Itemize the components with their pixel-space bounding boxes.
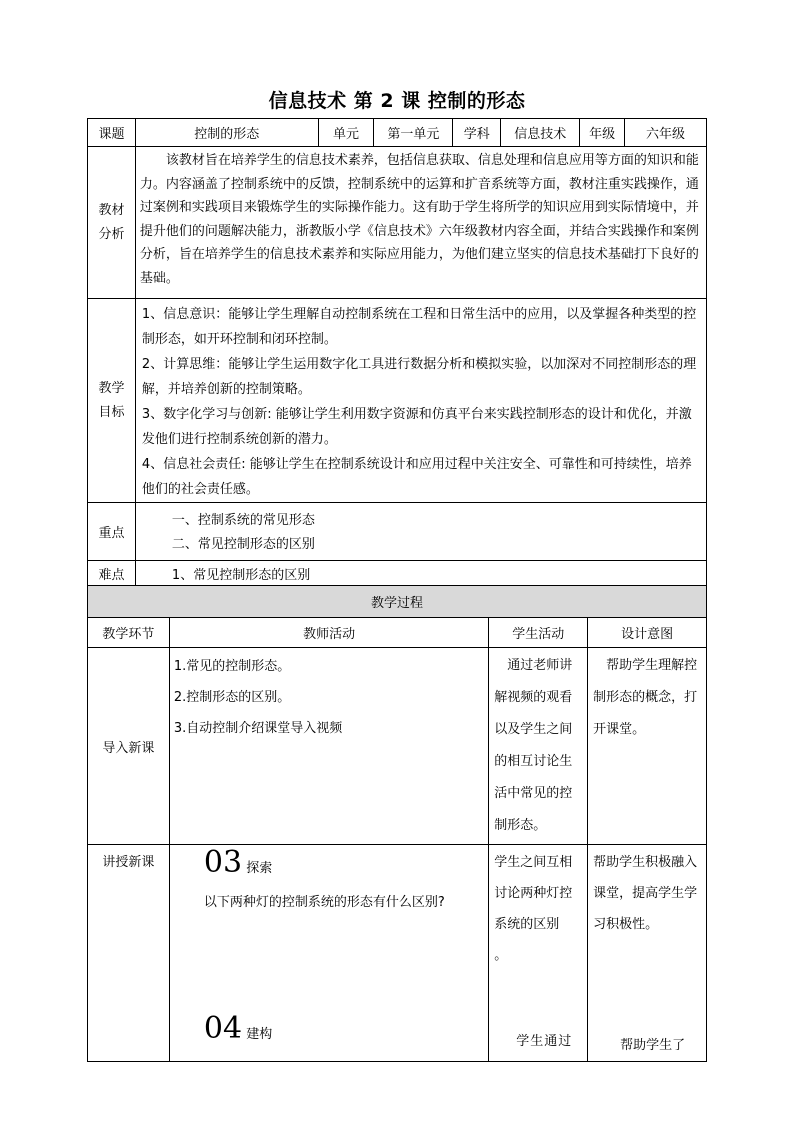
topic-label: 课题: [88, 119, 136, 147]
new-student-bottom: 学生通过: [516, 1034, 573, 1049]
construct-heading: [204, 1011, 272, 1046]
key-points-label: 重点: [88, 503, 136, 561]
subject-label: 学科: [453, 119, 501, 147]
topic-value: 控制的形态: [135, 119, 318, 147]
intro-teacher-cell: [169, 648, 488, 845]
goal-item: 4、信息社会责任: 能够让学生在控制系统设计和应用过程中关注安全、可靠性和可持续性，培养他们的社会责任感。: [141, 457, 692, 497]
analysis-label: [88, 147, 136, 299]
analysis-label-line1: 教材: [98, 202, 125, 218]
intro-student-text: 通过老师讲解视频的观看以及学生之间的相互讨论生活中常见的控制形态。: [494, 658, 573, 833]
subject-value: 信息技术: [501, 119, 580, 147]
section-title: 教学过程: [88, 586, 707, 618]
difficulty-text: 1、常见控制形态的区别: [135, 561, 706, 586]
new-intent-cell: [588, 845, 707, 1062]
new-lesson-row: [88, 845, 707, 1062]
teacher-item: 1.常见的控制形态。: [173, 659, 291, 674]
grade-value: 六年级: [625, 119, 707, 147]
difficulty-row: [88, 561, 707, 586]
construct-number: 04: [203, 1011, 243, 1046]
goals-row: [88, 299, 707, 503]
analysis-text: 该教材旨在培养学生的信息技术素养，包括信息获取、信息处理和信息应用等方面的知识和能力。内容涵盖了控制系统中的反馈，控制系统中的运算和扩音系统等方面，教材注重实践操作，通过案例和实践项目来锻炼学生的实际操作能力。这有助于学生将所学的知识应用到实际情境中，并提升他们的问题解决能力，浙教版小学《信息技术》六年级教材内容全面，并结合实践操作和案例分析，旨在培养学生的信息技术素养和实际应用能力，为他们建立坚实的信息技术基础打下良好的基础。: [139, 153, 699, 286]
intro-intent-cell: [588, 648, 707, 845]
goals-label-line1: 教学: [98, 380, 125, 396]
page-title: 信息技术 第 2 课 控制的形态: [268, 90, 526, 112]
new-teacher-cell: [169, 845, 488, 1062]
teaching-process-table: [87, 585, 707, 1062]
new-intent-bottom: 帮助学生了: [620, 1038, 686, 1053]
goal-item: 3、数字化学习与创新: 能够让学生利用数字资源和仿真平台来实践控制形态的设计和优化，并激发他们进行控制系统创新的潜力。: [141, 407, 692, 447]
new-intent-text: 帮助学生积极融入课堂，提高学生学习积极性。: [593, 855, 698, 932]
goals-label-line2: 目标: [98, 404, 125, 420]
intro-student-cell: [489, 648, 588, 845]
key-points-row: [88, 503, 707, 561]
new-student-dot: 。: [494, 948, 508, 963]
explore-question: 以下两种灯的控制系统的形态有什么区别?: [203, 895, 445, 910]
explore-word: 探索: [246, 861, 273, 876]
intro-intent-text: 帮助学生理解控制形态的概念，打开课堂。: [593, 658, 698, 737]
process-header-row: [88, 618, 707, 648]
header-intent: 设计意图: [588, 618, 707, 648]
teacher-item: 3.自动控制介绍课堂导入视频: [173, 721, 343, 736]
difficulty-label: 难点: [88, 561, 136, 586]
goal-item: 1、信息意识：能够让学生理解自动控制系统在工程和日常生活中的应用，以及掌握各种类型的控制形态，如开环控制和闭环控制。: [141, 307, 697, 347]
new-student-text: 学生之间互相讨论两种灯控系统的区别: [494, 855, 573, 932]
goal-item: 2、计算思维：能够让学生运用数字化工具进行数据分析和模拟实验，以加深对不同控制形态的理解，并培养创新的控制策略。: [141, 357, 697, 397]
intro-stage: 导入新课: [88, 648, 170, 845]
explore-heading: [204, 845, 272, 880]
new-student-cell: [489, 845, 588, 1062]
analysis-label-line2: 分析: [98, 226, 125, 242]
grade-label: 年级: [580, 119, 625, 147]
header-stage: 教学环节: [88, 618, 170, 648]
teacher-item: 2.控制形态的区别。: [173, 690, 291, 705]
goals-label: [88, 299, 136, 503]
header-row: [88, 119, 707, 147]
unit-label: 单元: [318, 119, 374, 147]
header-teacher: 教师活动: [169, 618, 488, 648]
explore-number: 03: [203, 845, 243, 880]
construct-word: 建构: [246, 1027, 273, 1042]
key-point-item: 一、控制系统的常见形态: [171, 512, 315, 528]
goals-cell: [135, 299, 706, 503]
section-row: [88, 586, 707, 618]
lesson-info-table: [87, 118, 707, 586]
unit-value: 第一单元: [374, 119, 453, 147]
key-point-item: 二、常见控制形态的区别: [171, 536, 315, 552]
new-stage: 讲授新课: [88, 845, 170, 1062]
analysis-row: [88, 147, 707, 299]
key-points-cell: [135, 503, 706, 561]
intro-row: [88, 648, 707, 845]
analysis-cell: [135, 147, 706, 299]
header-student: 学生活动: [489, 618, 588, 648]
